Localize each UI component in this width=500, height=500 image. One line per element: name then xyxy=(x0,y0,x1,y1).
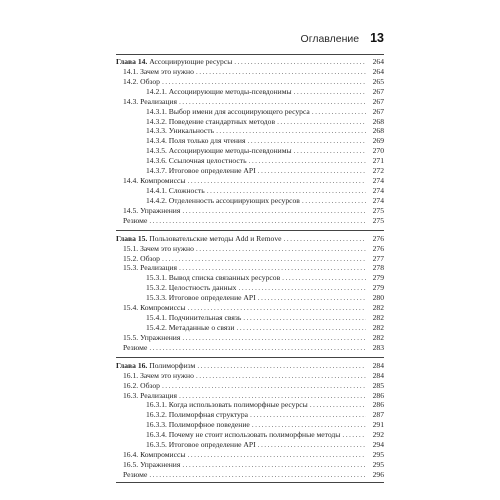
dot-leader xyxy=(182,206,366,216)
dot-leader xyxy=(207,186,366,196)
toc-entry-text: Ассоциирующие ресурсы xyxy=(147,57,233,66)
toc-page-number: 264 xyxy=(372,66,384,76)
toc-entry-text: 14.4.2. Отделенность ассоциирующих ресурсов xyxy=(146,195,300,205)
toc-section-entry xyxy=(116,450,384,460)
toc-subsection-entry xyxy=(116,126,384,136)
toc-page-number: 272 xyxy=(372,166,384,176)
toc-entry-title xyxy=(123,263,177,273)
chapter-label: Глава 16. xyxy=(116,360,148,370)
toc-page-number: 268 xyxy=(372,126,384,136)
toc-section-entry xyxy=(116,206,384,216)
toc-subsection-entry xyxy=(116,420,384,430)
toc-entry-text: 14.3. Реализация xyxy=(123,96,177,106)
toc-entry-text: 14.2. Обзор xyxy=(123,76,160,86)
toc-entry-text: 15.4. Компромиссы xyxy=(123,303,186,313)
toc-entry-text: 14.4.1. Сложность xyxy=(146,185,205,195)
toc-entry-title xyxy=(146,117,275,127)
toc-page-number: 275 xyxy=(372,215,384,225)
dot-leader xyxy=(179,391,366,401)
toc-entry-text: Резюме xyxy=(123,215,148,225)
toc-subsection-entry xyxy=(116,273,384,283)
toc-section-entry xyxy=(116,216,384,226)
dot-leader xyxy=(258,166,366,176)
toc-entry-title xyxy=(146,323,234,333)
toc-entry-text: 14.3.6. Ссылочная целостность xyxy=(146,156,247,166)
dot-leader xyxy=(294,87,366,97)
toc-entry-text: 15.3.3. Итоговое определение API xyxy=(146,293,256,303)
toc-section-entry xyxy=(116,176,384,186)
toc-entry-title xyxy=(146,136,245,146)
dot-leader xyxy=(247,136,366,146)
toc-entry-text: 15.4.2. Метаданные о связи xyxy=(146,322,235,332)
toc-page-number: 274 xyxy=(372,176,384,186)
toc-page-number: 276 xyxy=(372,243,384,253)
toc-entry-text: 16.4. Компромиссы xyxy=(123,450,186,460)
toc-page-number: 294 xyxy=(372,440,384,450)
dot-leader xyxy=(282,273,366,283)
dot-leader xyxy=(258,440,366,450)
toc-chapter-entry xyxy=(116,57,384,67)
toc-entry-title xyxy=(123,371,194,381)
toc-section-entry xyxy=(116,303,384,313)
dot-leader xyxy=(179,97,366,107)
toc-subsection-entry xyxy=(116,196,384,206)
toc-entry-text: 15.3.1. Вывод списка связанных ресурсов xyxy=(146,273,281,283)
toc-entry-title xyxy=(146,166,256,176)
toc-section-entry xyxy=(116,67,384,77)
toc-section-entry xyxy=(116,97,384,107)
toc-entry-text: 16.5. Упражнения xyxy=(123,459,181,469)
toc-entry-text: 14.3.1. Выбор имени для ассоциирующего ресурса xyxy=(146,106,310,116)
dot-leader xyxy=(250,410,366,420)
toc-entry-title xyxy=(146,293,256,303)
bottom-rule xyxy=(116,482,384,483)
dot-leader xyxy=(182,460,366,470)
dot-leader xyxy=(162,381,366,391)
toc-entry-title xyxy=(123,333,180,343)
dot-leader xyxy=(187,176,366,186)
toc-page-number: 295 xyxy=(372,459,384,469)
toc-entry-title xyxy=(146,196,300,206)
toc-entry-text: 16.3.3. Полиморфное поведение xyxy=(146,420,250,430)
toc-page-number: 286 xyxy=(372,400,384,410)
toc-section-entry xyxy=(116,391,384,401)
toc-page-number: 282 xyxy=(372,322,384,332)
toc-entry-text: Резюме xyxy=(123,342,148,352)
toc-subsection-entry xyxy=(116,166,384,176)
dot-leader xyxy=(179,263,366,273)
toc-entry-title xyxy=(123,244,194,254)
toc-entry-title xyxy=(123,206,180,216)
dot-leader xyxy=(243,313,366,323)
toc-entry-title xyxy=(123,470,147,480)
toc-page-number: 264 xyxy=(372,57,384,66)
toc-page-number: 267 xyxy=(372,106,384,116)
toc-subsection-entry xyxy=(116,283,384,293)
toc-page-number: 274 xyxy=(372,195,384,205)
toc-entry-title xyxy=(123,254,160,264)
toc-entry-title xyxy=(123,77,160,87)
dot-leader xyxy=(196,371,366,381)
toc-chapter-entry xyxy=(116,234,384,244)
toc-page-number: 291 xyxy=(372,420,384,430)
toc-subsection-entry xyxy=(116,440,384,450)
dot-leader xyxy=(284,234,367,244)
toc-section-entry xyxy=(116,333,384,343)
dot-leader xyxy=(252,420,366,430)
toc-subsection-entry xyxy=(116,186,384,196)
toc-entry-title xyxy=(123,381,160,391)
toc-subsection-entry xyxy=(116,136,384,146)
toc-page-number: 286 xyxy=(372,390,384,400)
dot-leader xyxy=(342,430,366,440)
toc-section-entry xyxy=(116,381,384,391)
chapter-label: Глава 15. xyxy=(116,233,148,243)
dot-leader xyxy=(236,323,366,333)
toc-subsection-entry xyxy=(116,117,384,127)
toc-entry-text: 15.5. Упражнения xyxy=(123,332,181,342)
toc-subsection-entry xyxy=(116,323,384,333)
toc-section-entry xyxy=(116,470,384,480)
dot-leader xyxy=(234,57,366,67)
toc-subsection-entry xyxy=(116,400,384,410)
toc-page-number: 269 xyxy=(372,136,384,146)
toc-page-number: 267 xyxy=(372,86,384,96)
toc-page-number: 280 xyxy=(372,293,384,303)
dot-leader xyxy=(196,67,366,77)
toc-section-entry xyxy=(116,371,384,381)
toc-subsection-entry xyxy=(116,313,384,323)
toc-entry-text: 14.3.7. Итоговое определение API xyxy=(146,166,256,176)
toc-entry-text: 14.5. Упражнения xyxy=(123,205,181,215)
toc-section-entry xyxy=(116,77,384,87)
toc-chapter-entry xyxy=(116,361,384,371)
toc-entry-title xyxy=(146,126,214,136)
toc-entry-title xyxy=(123,67,194,77)
toc-page-number: 275 xyxy=(372,205,384,215)
toc-section-entry xyxy=(116,460,384,470)
toc-entry-text: 15.2. Обзор xyxy=(123,253,160,263)
dot-leader xyxy=(149,343,366,353)
toc-entry-title xyxy=(146,87,292,97)
dot-leader xyxy=(162,77,366,87)
toc-entry-title xyxy=(146,420,250,430)
toc-page-number: 284 xyxy=(372,370,384,380)
toc-entry-text: 15.3.2. Целостность данных xyxy=(146,283,237,293)
toc-subsection-entry xyxy=(116,87,384,97)
toc-entry-title xyxy=(123,176,185,186)
toc-page-number: 292 xyxy=(372,430,384,440)
toc-page-number: 282 xyxy=(372,332,384,342)
toc-entry-title xyxy=(146,107,310,117)
toc-subsection-entry xyxy=(116,107,384,117)
toc-entry-text: 14.3.5. Ассоциирующие методы-псевдонимы xyxy=(146,146,292,156)
toc-entry-title xyxy=(146,283,236,293)
toc-page-number: 271 xyxy=(372,156,384,166)
toc-entry-text: 14.1. Зачем это нужно xyxy=(123,66,194,76)
dot-leader xyxy=(216,126,366,136)
toc-entry-title xyxy=(123,391,177,401)
toc-entry-text: 14.3.3. Уникальность xyxy=(146,126,215,136)
toc-entry-title xyxy=(146,440,256,450)
toc-section-entry xyxy=(116,263,384,273)
dot-leader xyxy=(249,156,366,166)
toc-entry-text: 16.3.2. Полиморфная структура xyxy=(146,410,249,420)
running-head-title: Оглавление xyxy=(300,33,360,45)
toc-subsection-entry xyxy=(116,410,384,420)
toc-page-number: 279 xyxy=(372,283,384,293)
toc-entry-title xyxy=(146,400,308,410)
toc-page-number: 285 xyxy=(372,380,384,390)
toc-entry-text: 16.3.4. Почему не стоит использовать полиморфные методы xyxy=(146,430,341,440)
toc-page-number: 282 xyxy=(372,303,384,313)
toc-entry-text: 16.2. Обзор xyxy=(123,380,160,390)
dot-leader xyxy=(162,254,366,264)
toc-entry-text: 15.4.1. Подчинительная связь xyxy=(146,313,242,323)
toc-entry-text: 16.3. Реализация xyxy=(123,390,177,400)
toc-entry-text: 14.4. Компромиссы xyxy=(123,176,186,186)
toc-entry-title xyxy=(146,313,241,323)
dot-leader xyxy=(187,450,366,460)
toc-entry-title xyxy=(123,343,147,353)
toc-entry-title xyxy=(146,156,247,166)
dot-leader xyxy=(258,293,366,303)
dot-leader xyxy=(197,361,366,371)
top-rule xyxy=(116,54,384,55)
toc-page-number: 268 xyxy=(372,116,384,126)
toc-entry-text: Полиморфизм xyxy=(147,360,196,370)
toc-subsection-entry xyxy=(116,156,384,166)
toc-entry-title xyxy=(116,57,232,67)
toc-entry-text: 14.3.2. Поведение стандартных методов xyxy=(146,116,276,126)
toc-entry-text: 15.3. Реализация xyxy=(123,263,177,273)
dot-leader xyxy=(312,107,366,117)
toc-entry-text: Резюме xyxy=(123,469,148,479)
toc-page-number: 284 xyxy=(372,360,384,370)
dot-leader xyxy=(238,283,366,293)
dot-leader xyxy=(277,117,366,127)
dot-leader xyxy=(294,146,366,156)
toc-entry-text: 14.2.1. Ассоциирующие методы-псевдонимы xyxy=(146,86,292,96)
toc-page-number: 282 xyxy=(372,313,384,323)
toc-entry-text: 16.3.1. Когда использовать полиморфные ресурсы xyxy=(146,400,308,410)
toc-entry-text: Пользовательские методы Add и Remove xyxy=(147,233,282,243)
toc-entry-text: 16.3.5. Итоговое определение API xyxy=(146,440,256,450)
chapter-divider xyxy=(116,353,384,358)
toc-page-number: 283 xyxy=(372,342,384,352)
dot-leader xyxy=(196,244,366,254)
dot-leader xyxy=(149,216,366,226)
toc-entry-title xyxy=(123,303,185,313)
toc-entry-text: 15.1. Зачем это нужно xyxy=(123,243,194,253)
toc-entry-title xyxy=(123,450,185,460)
toc-page-number: 270 xyxy=(372,146,384,156)
toc-entry-text: 16.1. Зачем это нужно xyxy=(123,370,194,380)
page-number: 13 xyxy=(370,31,384,45)
toc-page-number: 274 xyxy=(372,185,384,195)
chapter-divider xyxy=(116,226,384,231)
toc-page-number: 265 xyxy=(372,76,384,86)
toc-entry-title xyxy=(116,234,282,244)
dot-leader xyxy=(149,470,366,480)
toc-subsection-entry xyxy=(116,293,384,303)
toc-entry-title xyxy=(123,216,147,226)
toc-page-number: 267 xyxy=(372,96,384,106)
dot-leader xyxy=(302,196,366,206)
toc-entry-title xyxy=(146,273,280,283)
dot-leader xyxy=(187,303,366,313)
toc-entry-text: 14.3.4. Поля только для чтения xyxy=(146,136,246,146)
toc-page-number: 279 xyxy=(372,273,384,283)
toc-entry-title xyxy=(123,97,177,107)
toc-entry-title xyxy=(146,430,340,440)
toc-page-number: 287 xyxy=(372,410,384,420)
toc-subsection-entry xyxy=(116,146,384,156)
toc-entry-title xyxy=(146,186,205,196)
dot-leader xyxy=(182,333,366,343)
toc-page-number: 277 xyxy=(372,253,384,263)
toc-section-entry xyxy=(116,254,384,264)
toc-section-entry xyxy=(116,343,384,353)
toc-entry-title xyxy=(146,410,248,420)
chapter-label: Глава 14. xyxy=(116,57,148,66)
dot-leader xyxy=(310,400,366,410)
table-of-contents xyxy=(116,57,384,483)
toc-entry-title xyxy=(116,361,195,371)
toc-subsection-entry xyxy=(116,430,384,440)
toc-page-number: 295 xyxy=(372,450,384,460)
toc-entry-title xyxy=(123,460,180,470)
toc-page-number: 276 xyxy=(372,233,384,243)
toc-page-number: 296 xyxy=(372,469,384,479)
toc-section-entry xyxy=(116,244,384,254)
toc-entry-title xyxy=(146,146,292,156)
running-head xyxy=(0,31,384,45)
toc-page-number: 278 xyxy=(372,263,384,273)
